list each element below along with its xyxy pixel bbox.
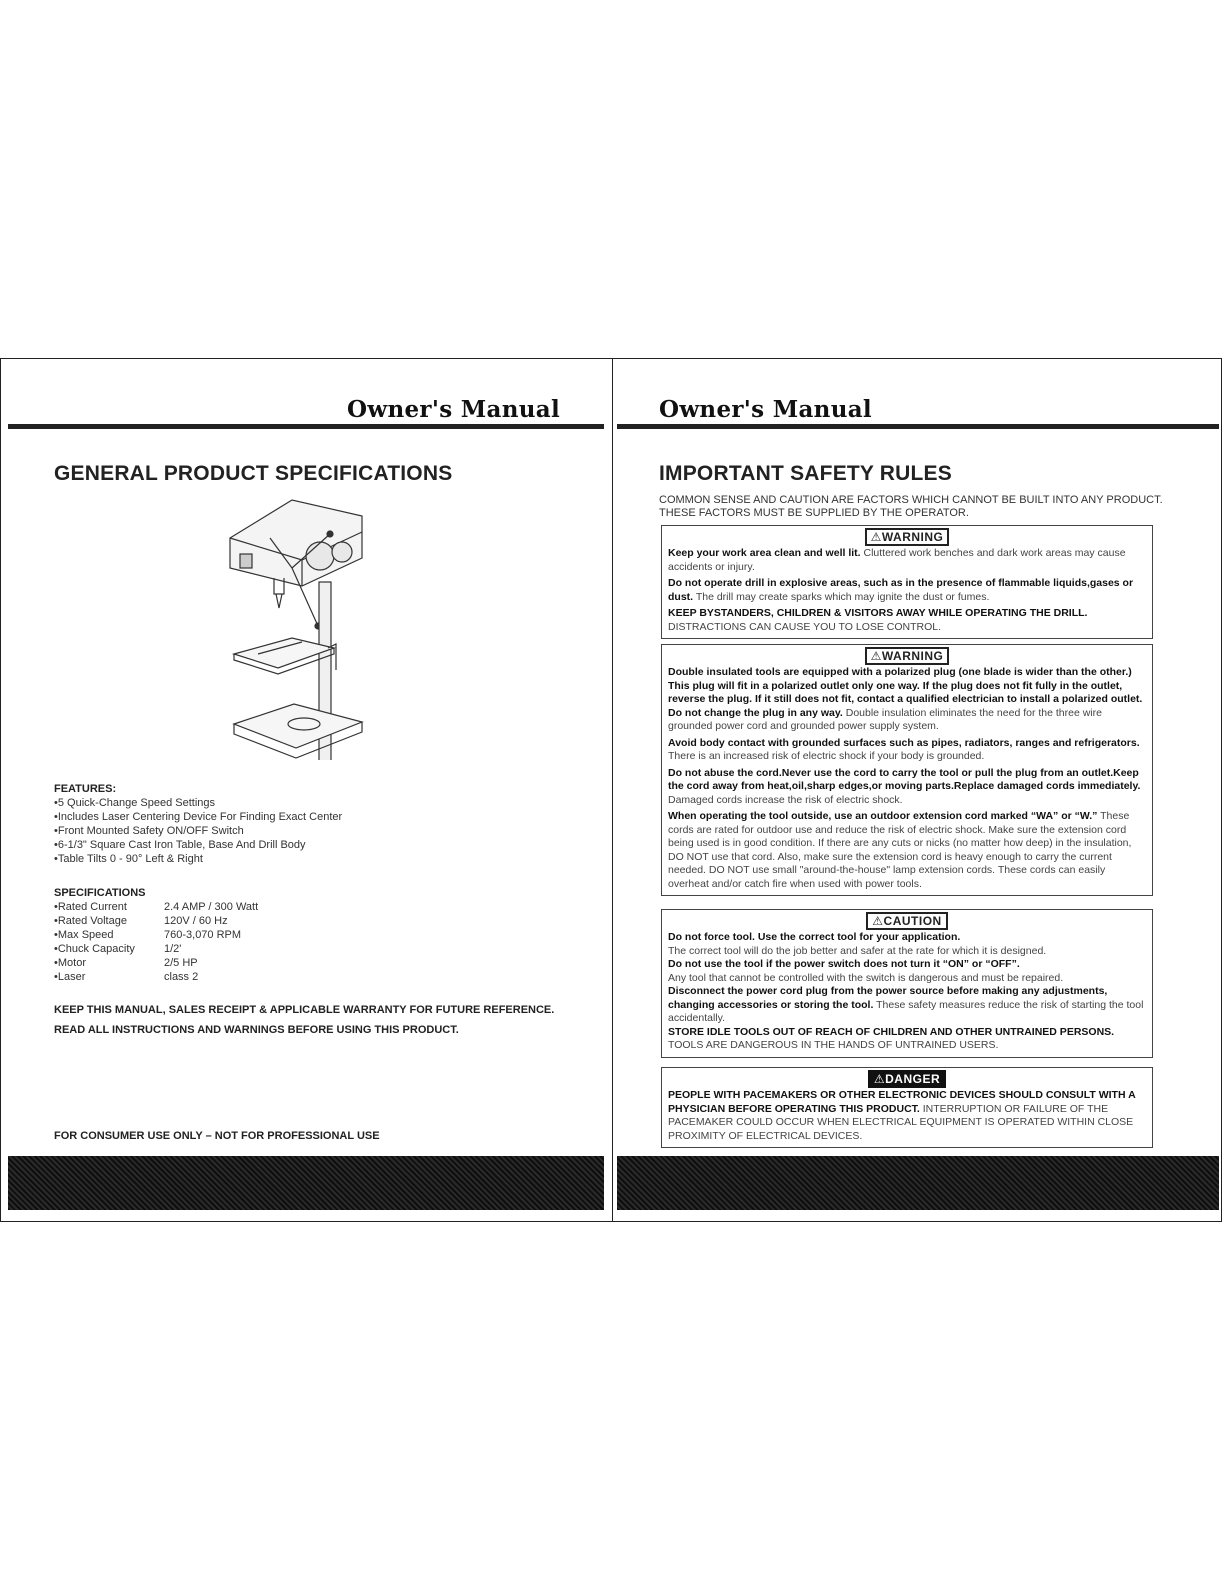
danger-tag: ⚠DANGER bbox=[868, 1070, 946, 1088]
safety-intro bbox=[659, 494, 1199, 520]
right-header-rule bbox=[617, 424, 1219, 429]
rule-paragraph: Avoid body contact with grounded surfaces such as pipes, radiators, ranges and refrigerators. There is an increased risk of electric shock if your body is grounded. bbox=[668, 736, 1140, 762]
warning-tag: ⚠WARNING bbox=[865, 647, 950, 665]
spec-row bbox=[54, 942, 258, 956]
list-item: • Includes Laser Centering Device For Finding Exact Center bbox=[54, 810, 342, 824]
spec-label: • Rated Current bbox=[54, 900, 164, 914]
danger-box bbox=[661, 1067, 1153, 1148]
rule-paragraph: KEEP BYSTANDERS, CHILDREN & VISITORS AWAY WHILE OPERATING THE DRILL. DISTRACTIONS CAN CAUSE YOU TO LOSE CONTROL. bbox=[668, 607, 1088, 633]
right-page bbox=[613, 358, 1222, 1222]
spec-label: • Rated Voltage bbox=[54, 914, 164, 928]
warning-tag: ⚠WARNING bbox=[865, 528, 950, 546]
rule-paragraph: Do not abuse the cord.Never use the cord to carry the tool or pull the plug from an outlet.Keep the cord away from heat,oil,sharp edges,or moving parts.Replace damaged cords immediately. Damaged cords increase the risk of electric shock. bbox=[668, 766, 1141, 806]
spec-row bbox=[54, 970, 258, 984]
rule-paragraph: Do not use the tool if the power switch does not turn it “ON” or “OFF”. Any tool that cannot be controlled with the switch is dangerous and must be repaired. bbox=[668, 958, 1064, 984]
list-item: • 6-1/3" Square Cast Iron Table, Base And Drill Body bbox=[54, 838, 342, 852]
caution-box bbox=[661, 909, 1153, 1058]
features-heading: FEATURES: bbox=[54, 783, 117, 795]
right-section-title: IMPORTANT SAFETY RULES bbox=[659, 462, 952, 485]
list-item: • Table Tilts 0 - 90° Left & Right bbox=[54, 852, 342, 866]
left-page bbox=[0, 358, 612, 1222]
left-header-rule bbox=[8, 424, 604, 429]
spec-label: • Max Speed bbox=[54, 928, 164, 942]
list-item: • 5 Quick-Change Speed Settings bbox=[54, 796, 342, 810]
spec-row bbox=[54, 900, 258, 914]
consumer-use-note: FOR CONSUMER USE ONLY – NOT FOR PROFESSIONAL USE bbox=[54, 1130, 380, 1142]
keep-manual-notice: KEEP THIS MANUAL, SALES RECEIPT & APPLICABLE WARRANTY FOR FUTURE REFERENCE. bbox=[54, 1004, 555, 1016]
right-brand-title: Owner's Manual bbox=[659, 396, 872, 423]
spec-value: 2.4 AMP / 300 Watt bbox=[164, 901, 259, 913]
rule-paragraph: Do not force tool. Use the correct tool for your application. The correct tool will do the job better and safer at the rate for which it is designed. bbox=[668, 931, 1047, 957]
intro-line: THESE FACTORS MUST BE SUPPLIED BY THE OPERATOR. bbox=[659, 507, 969, 519]
rule-paragraph: PEOPLE WITH PACEMAKERS OR OTHER ELECTRONIC DEVICES SHOULD CONSULT WITH A PHYSICIAN BEFORE OPERATING THIS PRODUCT. INTERRUPTION OR FAILURE OF THE PACEMAKER COULD OCCUR WHEN ELECTRICAL EQUIPMENT IS OPERATED WITHIN CLOSE PROXIMITY OF ELECTRICAL DEVICES. bbox=[668, 1089, 1136, 1142]
specs-heading: SPECIFICATIONS bbox=[54, 887, 146, 899]
rule-paragraph: Disconnect the power cord plug from the power source before making any adjustments, changing accessories or storing the tool. These safety measures reduce the risk of starting the tool accidentally. bbox=[668, 985, 1144, 1024]
spec-label: • Chuck Capacity bbox=[54, 942, 164, 956]
spec-value: 1/2' bbox=[164, 943, 182, 955]
spec-label: • Motor bbox=[54, 956, 164, 970]
drill-press-illustration bbox=[222, 498, 368, 760]
rule-paragraph: Double insulated tools are equipped with a polarized plug (one blade is wider than the other.) This plug will fit in a polarized outlet only one way. If the plug does not fit fully in the outlet, reverse the plug. If it still does not fit, contact a qualified electrician to install a polarized outlet. Do not change the plug in any way. Double insulation eliminates the need for the three wire grounded power cord and grounded power supply system. bbox=[668, 666, 1143, 732]
warning-box-1 bbox=[661, 525, 1153, 639]
right-footer-band bbox=[617, 1156, 1219, 1210]
features-list bbox=[54, 796, 342, 866]
specs-block bbox=[54, 886, 258, 984]
rule-paragraph: Do not operate drill in explosive areas, such as in the presence of flammable liquids,gases or dust. The drill may create sparks which may ignite the dust or fumes. bbox=[668, 577, 1134, 603]
features-block bbox=[54, 782, 342, 866]
rule-paragraph: Keep your work area clean and well lit. Cluttered work benches and dark work areas may cause accidents or injury. bbox=[668, 547, 1126, 573]
spec-row bbox=[54, 914, 258, 928]
rule-paragraph: When operating the tool outside, use an outdoor extension cord marked “WA” or “W.” These cords are rated for outdoor use and reduce the risk of electric shock. Make sure the extension cord being used is in good condition. If there are any cuts or nicks (no matter how deep) in the insulation, DO NOT use that cord. Also, make sure the extension cord is heavy enough to carry the current needed. DO NOT use small "around-the-house" lamp extension cords. These cords can easily overheat and/or catch fire when used with power tools. bbox=[668, 810, 1132, 890]
spec-label: • Laser bbox=[54, 970, 164, 984]
spec-value: 120V / 60 Hz bbox=[164, 915, 228, 927]
spec-value: class 2 bbox=[164, 971, 199, 983]
list-item: • Front Mounted Safety ON/OFF Switch bbox=[54, 824, 342, 838]
intro-line: COMMON SENSE AND CAUTION ARE FACTORS WHICH CANNOT BE BUILT INTO ANY PRODUCT. bbox=[659, 494, 1163, 506]
caution-tag: ⚠CAUTION bbox=[866, 912, 947, 930]
spec-value: 2/5 HP bbox=[164, 957, 198, 969]
left-section-title: GENERAL PRODUCT SPECIFICATIONS bbox=[54, 462, 453, 485]
read-instructions-notice: READ ALL INSTRUCTIONS AND WARNINGS BEFORE USING THIS PRODUCT. bbox=[54, 1024, 459, 1036]
left-footer-band bbox=[8, 1156, 604, 1210]
spec-row bbox=[54, 956, 258, 970]
left-brand-title: Owner's Manual bbox=[347, 396, 560, 423]
spec-row bbox=[54, 928, 258, 942]
warning-box-2 bbox=[661, 644, 1153, 896]
spec-value: 760-3,070 RPM bbox=[164, 929, 242, 941]
rule-paragraph: STORE IDLE TOOLS OUT OF REACH OF CHILDREN AND OTHER UNTRAINED PERSONS. TOOLS ARE DANGEROUS IN THE HANDS OF UNTRAINED USERS. bbox=[668, 1025, 1115, 1051]
